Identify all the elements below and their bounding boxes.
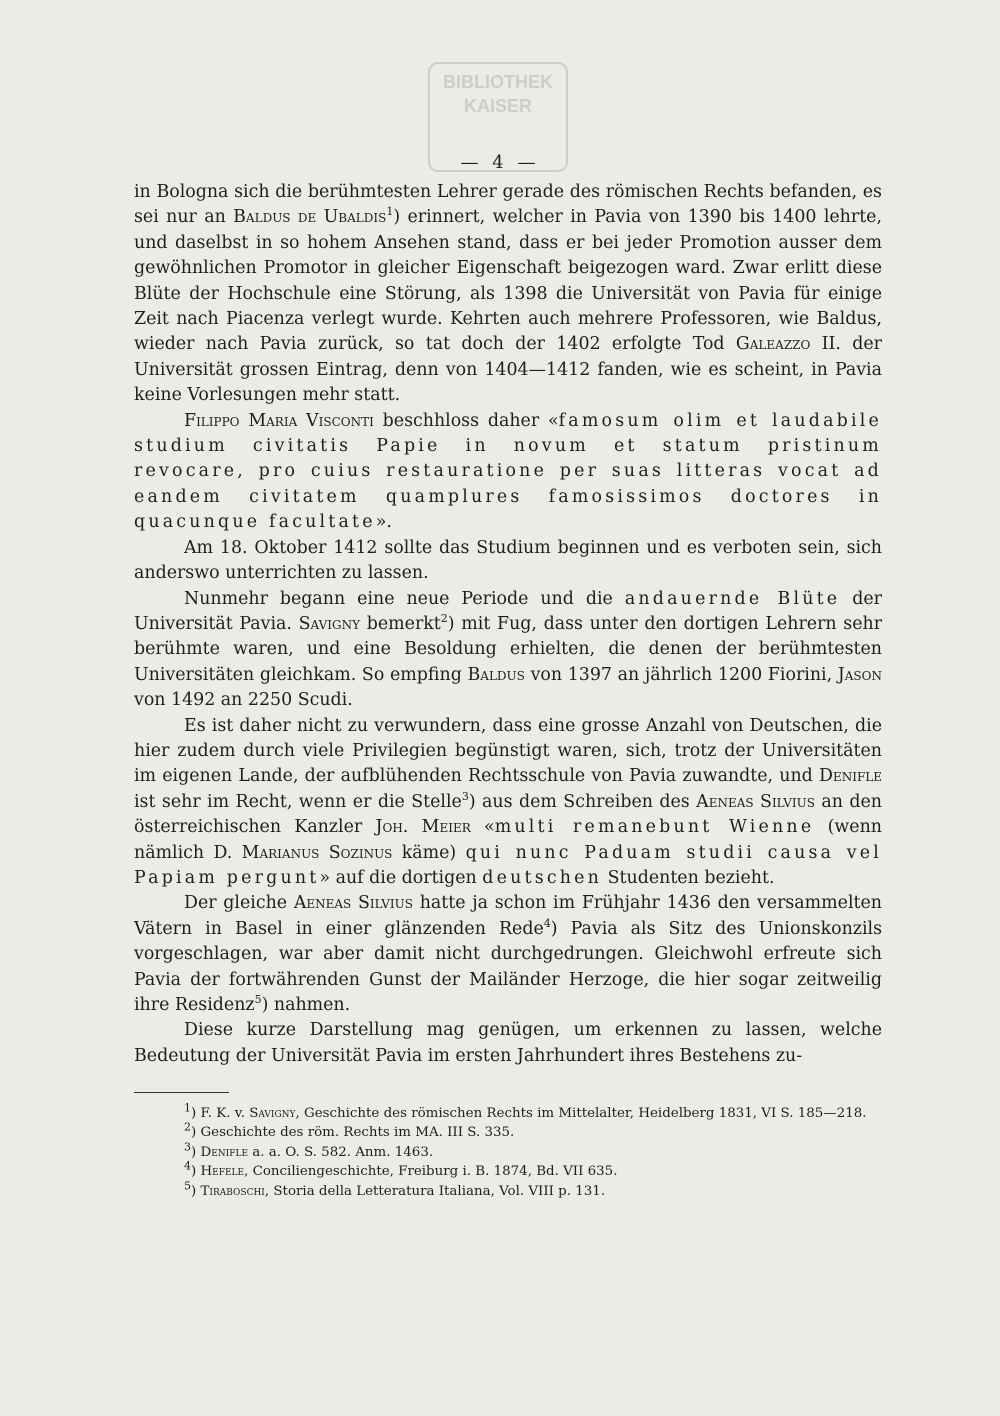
text-run: Denifle	[819, 766, 882, 787]
text-run: Es ist daher nicht zu verwundern, dass eine grosse Anzahl von Deutschen, die hier zudem durch viele Privilegien begünstigt waren, sich, trotz der Universitäten im eigenen Lande, der aufblühenden Rechtsschule von Pavia zuwandte, und	[134, 715, 882, 787]
footnote	[134, 1120, 882, 1142]
footnote-ref: 2	[440, 612, 448, 626]
text-run: der Universität Pavia.	[134, 588, 882, 634]
text-run: )	[191, 1144, 201, 1160]
footnote-divider	[134, 1092, 229, 1093]
text-run: multi remanebunt Wienne	[494, 817, 815, 838]
stamp-line: BIBLIOTHEK	[443, 72, 553, 92]
text-run: Baldus de Ubaldis	[233, 207, 387, 228]
text-run: )	[191, 1183, 201, 1199]
text-run: deutschen	[482, 867, 603, 888]
text-run: Jason	[837, 664, 882, 685]
text-run: ) erinnert, welcher in Pavia von 1390 bis 1400 lehrte, und daselbst in so hohem Ansehen stand, dass er bei jeder Promotion ausser dem gewöhnlichen Promotor in gleicher Eigenschaft beigezogen ward. Zwar erlitt diese Blüte der Hochschule eine Störung, als 1398 die Universität von Pavia für einige Zeit nach Piacenza verlegt wurde. Kehrten auch mehrere Professoren, wie Baldus, wieder nach Pavia zurück, so tat doch der 1402 erfolgte Tod	[134, 207, 882, 355]
text-run: ) mit Fug, dass unter den dortigen Lehrern sehr berühmte waren, und eine Besoldung erhielten, die denen der berühmtesten Universitäten gleichkam. So empfing	[134, 613, 883, 685]
text-run: )	[191, 1164, 201, 1180]
text-run: Savigny	[249, 1106, 296, 1121]
text-run: von 1492 an 2250 Scudi.	[134, 690, 353, 711]
text-run: famosum olim et laudabile studium civitatis Papie in novum et statum pristinum revocare, pro cuius restauratione per suas litteras vocat ad eandem civitatem quamplures famosissimos doctores in quacunque facultate	[134, 410, 883, 533]
text-run: Filippo Maria Visconti	[184, 410, 374, 431]
text-run: Denifle	[200, 1144, 249, 1160]
paragraph	[134, 714, 882, 892]
text-run: ) nahmen.	[261, 995, 351, 1015]
footnote	[134, 1101, 882, 1123]
text-run: II. der Universität grossen Eintrag, denn von 1404—1412 fanden, wie es scheint, in Pavia keine Vorlesungen mehr statt.	[134, 334, 882, 406]
paragraph	[134, 891, 882, 1018]
text-run: Aeneas Silvius	[696, 791, 815, 812]
text-run: , Conciliengeschichte, Freiburg i. B. 1874, Bd. VII 635.	[244, 1164, 618, 1180]
text-run: ist sehr im Recht, wenn er die Stelle	[134, 791, 462, 812]
text-run: Nunmehr begann eine neue Periode und die	[184, 588, 625, 609]
text-run: käme)	[392, 842, 466, 863]
text-run: ) F. K. v.	[191, 1106, 250, 1121]
text-run: qui nunc Paduam studii causa vel Papiam pergunt	[134, 842, 883, 888]
stamp-line: KAISER	[463, 96, 532, 116]
footnote-ref: 1	[184, 1101, 191, 1115]
footnote-ref: 3	[184, 1140, 191, 1154]
text-run: Der gleiche	[184, 893, 294, 914]
text-run: Studenten bezieht.	[602, 867, 775, 888]
text-run: von 1397 an jährlich 1200 Fiorini,	[524, 664, 838, 685]
footnote-ref: 5	[184, 1179, 191, 1193]
text-run: Am 18. Oktober 1412 sollte das Studium beginnen und es verboten sein, sich anderswo unterrichten zu lassen.	[134, 537, 882, 584]
footnote-ref: 3	[461, 789, 469, 803]
text-run: andauernde Blüte	[624, 588, 841, 609]
text-run: a. a. O. S. 582. Anm. 1463.	[248, 1144, 434, 1160]
footnote-ref: 4	[184, 1159, 191, 1173]
text-run: Tiraboschi	[200, 1183, 265, 1199]
text-run: Baldus	[467, 664, 525, 685]
text-run: » auf die dortigen	[319, 867, 483, 888]
text-run: Marianus Sozinus	[241, 842, 393, 863]
footnote-ref: 1	[386, 205, 394, 219]
footnote	[134, 1140, 882, 1162]
text-run: ) Geschichte des röm. Rechts im MA. III S. 335.	[191, 1125, 515, 1141]
text-run: ) Pavia als Sitz des Unionskonzils vorgeschlagen, war aber damit nicht durchgedrungen. Gleichwohl erfreute sich Pavia der fortwährenden Gunst der Mailänder Herzoge, die hier sogar zeitweilig ihre Residenz	[134, 918, 882, 1015]
text-run: Galeazzo	[735, 334, 811, 355]
body-text	[134, 180, 882, 1069]
text-run: bemerkt	[360, 613, 441, 634]
footnotes	[134, 1101, 882, 1201]
paragraph	[134, 180, 882, 409]
text-run: an den österreichischen Kanzler	[134, 791, 883, 838]
text-run: Aeneas Silvius	[293, 893, 413, 914]
text-run: «	[470, 817, 495, 838]
footnote-ref: 2	[184, 1120, 191, 1134]
text-run: Savigny	[298, 613, 361, 634]
footnote	[134, 1179, 882, 1201]
text-run: ) aus dem Schreiben des	[468, 791, 697, 812]
text-run: beschhloss daher «	[373, 410, 559, 431]
text-run: hatte ja schon im Frühjahr 1436 den versammelten Vätern in Basel in einer glänzenden Rede	[134, 893, 882, 939]
text-run: in Bologna sich die berühmtesten Lehrer gerade des römischen Rechts befanden, es sei nur an	[134, 182, 882, 228]
text-run: , Geschichte des römischen Rechts im Mittelalter, Heidelberg 1831, VI S. 185—218.	[295, 1106, 867, 1121]
text-run: Diese kurze Darstellung mag genügen, um erkennen zu lassen, welche Bedeutung der Universität Pavia im ersten Jahrhundert ihres Bestehens zu-	[134, 1020, 882, 1066]
footnote-ref: 4	[543, 916, 551, 930]
page-number: — 4 —	[460, 152, 540, 173]
footnote	[134, 1159, 882, 1181]
text-run: Joh. Meier	[375, 817, 471, 838]
text-run: (wenn nämlich D.	[134, 817, 882, 863]
paragraph	[134, 536, 882, 587]
text-run: ».	[375, 512, 392, 533]
text-run: , Storia della Letteratura Italiana, Vol. VIII p. 131.	[264, 1183, 606, 1199]
paragraph	[134, 587, 882, 714]
paragraph	[134, 1018, 882, 1069]
text-run: Hefele	[200, 1164, 245, 1180]
footnote-ref: 5	[254, 993, 262, 1007]
paragraph	[134, 409, 882, 536]
